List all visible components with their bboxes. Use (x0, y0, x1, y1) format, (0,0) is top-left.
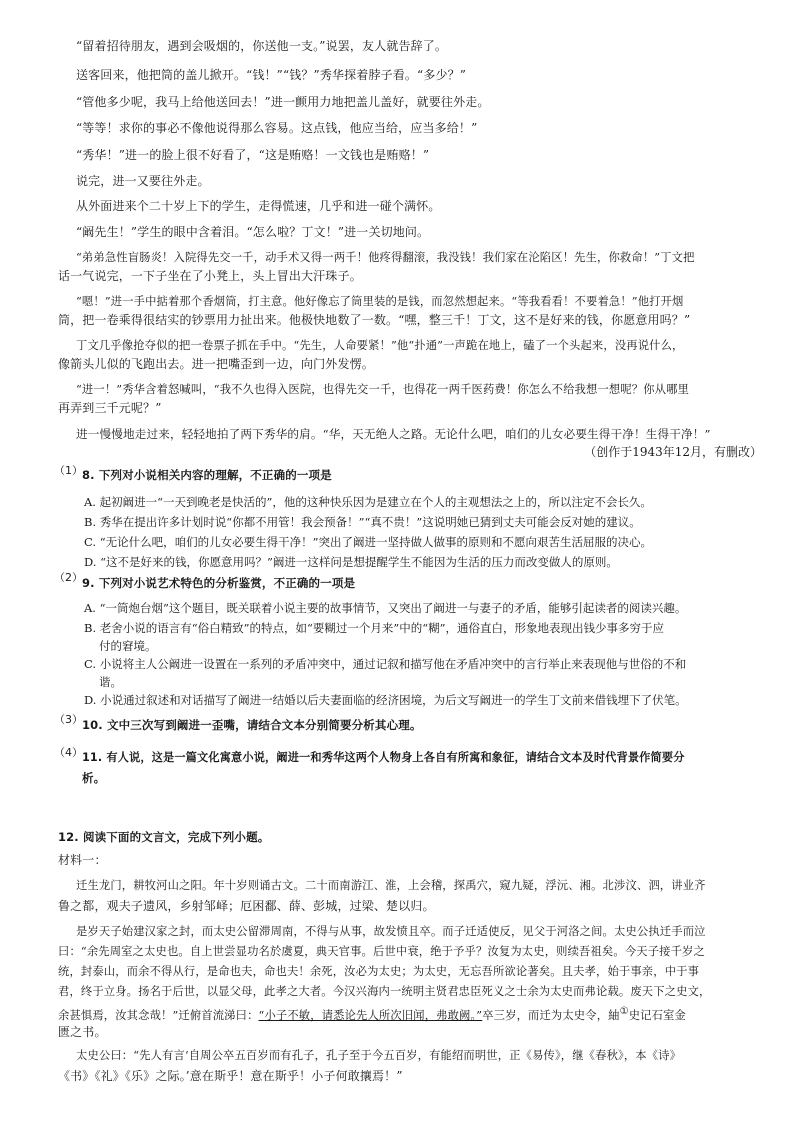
option-b: B. 秀华在提出许多计划时说“你都不用管！我会预备！”“真不贵！”这说明她已猜到丈夫可能会反对她的建议。 (84, 515, 641, 529)
story-line: “留着招待朋友，遇到会吸烟的，你送他一支。”说罢，友人就告辞了。 (76, 39, 448, 53)
classical-line: 匮之书。 (58, 1025, 107, 1039)
story-line: “阚先生！”学生的眼中含着泪。“怎么啦？丁文！”进一关切地问。 (76, 225, 430, 239)
classical-line: 迁生龙门，耕牧河山之阳。年十岁则诵古文。二十而南游江、淮，上会稽，探禹穴，窥九疑，浮沅、湘。北涉汶、泗，讲业齐 (76, 879, 706, 892)
classical-line: 曰：“余先周室之太史也。自上世尝显功名於虞夏，典天官事。后世中衰，绝于予乎？汝复为太史，则续吾祖矣。今天子接千岁之 (58, 945, 705, 958)
story-line: “嗯！”进一手中掂着那个香烟筒，打主意。他好像忘了筒里装的是钱，而忽然想起来。“等我看看！不要着急！”他打开烟 (76, 295, 684, 308)
classical-text: 卒三岁，而迁为太史令，紬 (482, 1008, 620, 1022)
option-c: C. “无论什么吧，咱们的儿女必要生得干净！”突出了阚进一坚持做人做事的原则和不愿向艰苦生活屈服的决心。 (84, 535, 652, 549)
question-number: （2） (54, 571, 83, 584)
question-number: （1） (54, 464, 83, 477)
story-line: 再弄到三千元呢？” (58, 401, 162, 415)
classical-line: 鲁之都，观夫子遗风，乡射邹峄；厄困鄱、薛、彭城，过梁、楚以归。 (58, 899, 435, 913)
option-b-cont: 付的窘境。 (99, 639, 157, 653)
story-line: 说完，进一又要往外走。 (76, 174, 210, 188)
section-heading: 12. 阅读下面的文言文，完成下列小题。 (58, 830, 270, 844)
question-number: （4） (54, 746, 83, 759)
story-line: 丁文几乎像抢夺似的把一卷票子抓在手中。“先生，人命要紧！”他“扑通”一声跪在地上，磕了一个头起来，没再说什么， (76, 339, 684, 352)
story-line: 进一慢慢地走过来，轻轻地拍了两下秀华的肩。“华，天无绝人之路。无论什么吧，咱们的儿女必要生得干净！生得干净！” (76, 427, 711, 441)
story-line: “管他多少呢，我马上给他送回去！”进一颤用力地把盖儿盖好，就要往外走。 (76, 95, 490, 109)
question-stem-cont: 析。 (82, 771, 106, 785)
story-line: “弟弟急性盲肠炎！入院得先交一千，动手术又得一两千！他疼得翻滚，我没钱！我们家在沦陷区！先生，你救命！”丁文把 (76, 251, 695, 264)
classical-line: 是岁天子始建汉家之封，而太史公留滞周南，不得与从事，故发愤且卒。而子迁适使反，见父于河洛之间。太史公执迁手而泣 (76, 925, 706, 938)
option-b: B. 老舍小说的语言有“俗白精致”的特点，如“要糊过一个月来”中的“糊”，通俗直白，形象地表现出钱少事多穷于应 (84, 621, 665, 635)
question-number: （3） (54, 713, 83, 726)
question-stem: 10. 文中三次写到阚进一歪嘴，请结合文本分别简要分析其心理。 (82, 718, 422, 732)
story-line: 话一气说完，一下子坐在了小凳上，头上冒出大汗珠子。 (58, 269, 362, 283)
classical-line: 太史公曰：“先人有言‘自周公卒五百岁而有孔子，孔子至于今五百岁，有能绍而明世，正《易传》，继《春秋》，本《诗》 (76, 1049, 682, 1062)
option-a: A. 起初阚进一“一天到晚老是快活的”，他的这种快乐因为是建立在个人的主观想法之上的，所以注定不会长久。 (84, 495, 652, 509)
classical-text: 史记石室金 (628, 1008, 686, 1022)
story-line: 像箭头儿似的飞跑出去。进一把嘴歪到一边，向门外发愣。 (58, 357, 374, 371)
story-line: 筒，把一卷乘得很结实的钞票用力扯出来。他极快地数了一数。“嘿，整三千！丁文，这不是好来的钱，你愿意用吗？” (58, 313, 691, 327)
story-line: “等等！求你的事必不像他说得那么容易。这点钱，他应当给，应当多给！” (76, 121, 478, 135)
classical-line: 君，终于立身。扬名于后世，以显父母，此孝之大者。今汉兴海内一统明主贤君忠臣死义之士余为太史而弗论载。废天下之史文， (58, 985, 711, 998)
story-line: 从外面进来个二十岁上下的学生，走得慌速，几乎和进一碰个满怀。 (76, 199, 441, 213)
classical-text: 余甚惧焉，汝其念哉！”迁俯首流涕曰： (58, 1008, 259, 1022)
story-line: “秀华！”进一的脸上很不好看了，“这是贿赂！一文钱也是贿赂！” (76, 148, 430, 162)
classical-line: 统，封泰山，而余不得从行，是命也夫，命也夫！余死，汝必为太史；为太史，无忘吾所欲论著矣。且夫孝，始于事亲，中于事 (58, 965, 700, 978)
classical-line: 《书》《礼》《乐》之际。’意在斯乎！意在斯乎！小子何敢攘焉！” (58, 1069, 403, 1083)
underlined-sentence: “小子不敏，请悉论先人所次旧闻，弗敢阙。” (258, 1008, 483, 1022)
classical-line (58, 1004, 686, 1024)
option-c: C. 小说将主人公阚进一设置在一系列的矛盾冲突中，通过记叙和描写他在矛盾冲突中的言行举止来表现他与世俗的不和 (84, 657, 687, 671)
option-c-cont: 谐。 (99, 675, 122, 689)
attribution: （创作于1943年12月，有删改） (584, 445, 762, 459)
material-label: 材料一： (58, 853, 107, 867)
story-line: 送客回来，他把筒的盖儿掀开。“钱！”“钱？”秀华探着脖子看。“多少？” (76, 68, 467, 82)
question-stem: 8. 下列对小说相关内容的理解，不正确的一项是 (82, 468, 332, 482)
story-line: “进一！”秀华含着怒喊叫，“我不久也得入医院，也得先交一千，也得花一两千医药费！你怎么不给我想一想呢？你从哪里 (76, 383, 690, 396)
question-stem: 9. 下列对小说艺术特色的分析鉴赏，不正确的一项是 (82, 576, 356, 590)
option-a: A. “一筒炮台烟”这个题目，既关联着小说主要的故事情节，又突出了阚进一与妻子的矛盾，能够引起读者的阅读兴趣。 (84, 601, 687, 615)
option-d: D. 小说通过叙述和对话描写了阚进一结婚以后夫妻面临的经济困境，为后文写阚进一的学生丁文前来借钱埋下了伏笔。 (84, 693, 687, 707)
option-d: D. “这不是好来的钱，你愿意用吗？”阚进一这样问是想提醒学生不能因为生活的压力而改变做人的原则。 (84, 555, 618, 569)
question-stem: 11. 有人说，这是一篇文化寓意小说，阚进一和秀华这两个人物身上各自有所寓和象征，请结合文本及时代背景作简要分 (82, 751, 685, 764)
footnote-marker: ① (619, 1006, 629, 1017)
